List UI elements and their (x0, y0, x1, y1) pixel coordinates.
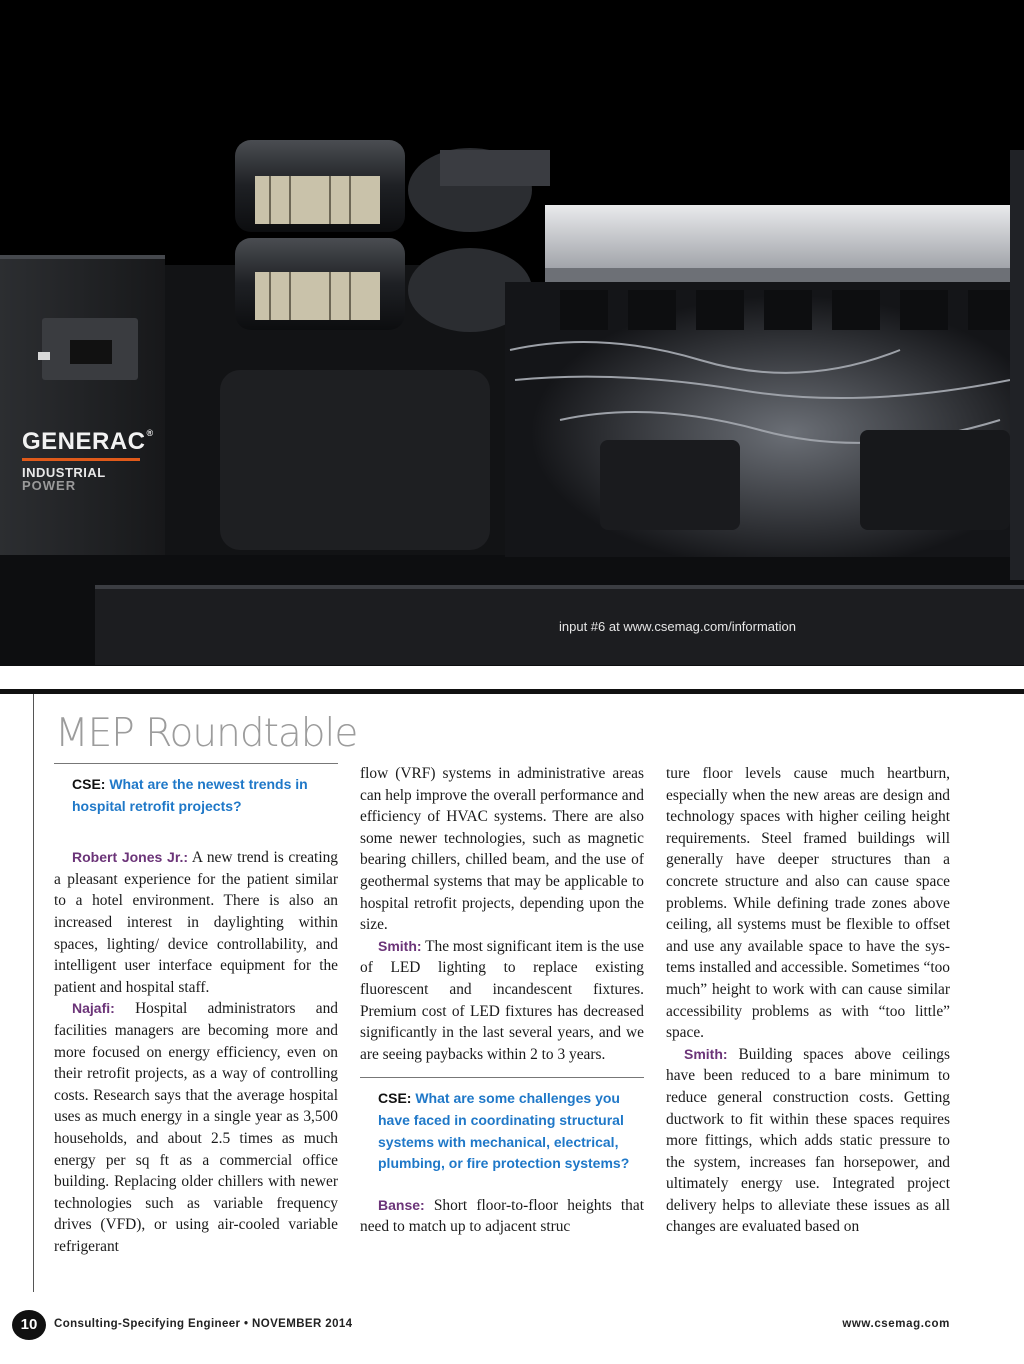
speaker-name: Banse: (378, 1196, 425, 1213)
answer-text: The most significant item is the use of LED lighting to replace existing fluorescent and incandescent fixtures. Premium cost of LED fixtures has decreased significantly in the last several years, and we are seeing paybacks within 2 to 3 years. (360, 937, 644, 1063)
answer-text: A new trend is creating a pleasant experience for the patient similar to a hotel environment. There is also an increased interest in daylighting within spaces, lighting/ device controllability, and intelligent user interface equipment for the patient and hospital staff. (54, 849, 338, 996)
generator-advertisement (0, 0, 1024, 666)
left-margin-rule (33, 694, 34, 1292)
answer-text: ture floor levels cause much heartburn, especially when the new areas are design and technology spaces with higher ceiling height requirements. Steel framed buildings will generally have deeper structures than a concrete structure and also can cause space problems. While defining trade zones above ceiling, all systems must be flexible to offset and use any available space to have the systems installed and accessible. Sometimes “too much” height to work with can cause similar accessibility problems as with “too little” space. (666, 765, 950, 1042)
answer-paragraph (360, 763, 644, 936)
article-column-1 (54, 763, 338, 1257)
answer-text: Building spaces above ceilings have been reduced to a bare minimum to reduce general construction costs. Getting ductwork to fit within these spaces requires more fittings, which adds static pressure to the system, increases fan horsepower, and ultimately energy use. Integrated project delivery helps to alleviate these issues as all changes are evaluated based on (666, 1045, 950, 1236)
answer-paragraph (360, 936, 644, 1066)
answer-text: Hospital administrators and facilities managers are becoming more and more focused on energy efficiency, even on their retrofit projects, as a way of controlling costs. Research says that the average hospital uses as much energy in a single year as 3,500 households, and about 2.5 times as much energy per sq ft as a commercial office building. Replacing older chillers with newer technologies such as variable frequency drives (VFD), or using air-cooled variable refrigerant (54, 1000, 338, 1255)
question-body: What are some challenges you have faced in coordinating structural systems with mechanical, electrical, plumbing, or fire protection systems? (378, 1090, 630, 1172)
article-column-3 (666, 763, 950, 1238)
article-column-2 (360, 763, 644, 1238)
question-text (54, 774, 338, 817)
registered-mark: ® (146, 428, 154, 438)
question-label: CSE: (378, 1090, 412, 1107)
question-body: What are the newest trends in hospital retrofit projects? (72, 776, 308, 814)
generac-logo (22, 428, 154, 456)
answer-paragraph (54, 847, 338, 998)
brand-underline (22, 458, 140, 461)
question-rule (360, 1077, 644, 1078)
brand-subline-industrial: INDUSTRIAL (22, 465, 106, 480)
answer-text: Short floor-to-floor heights that need to match up to adjacent struc (360, 1196, 644, 1236)
answer-text: flow (VRF) systems in administrative areas can help improve the overall performance and efficiency of HVAC systems. There are also some newer technologies, such as magnetic bearing chillers, chilled beam, and the use of geothermal systems that may be applicable to hospital retrofit projects, depending upon the size. (360, 765, 644, 934)
generator-illustration (0, 0, 1024, 666)
website-link[interactable]: www.csemag.com (842, 1318, 950, 1330)
question-rule (54, 763, 338, 764)
question-label: CSE: (72, 776, 106, 792)
publication-line: Consulting-Specifying Engineer • NOVEMBER 2014 (54, 1318, 353, 1330)
speaker-name: Smith: (378, 937, 422, 954)
speaker-name: Najafi: (72, 1000, 115, 1017)
brand-subline-power: POWER (22, 478, 77, 493)
question-block (360, 1077, 644, 1174)
speaker-name: Robert Jones Jr.: (72, 849, 189, 866)
page-number: 10 (12, 1310, 46, 1340)
question-block (54, 763, 338, 817)
brand-name: GENERAC (22, 428, 146, 455)
speaker-name: Smith: (684, 1045, 728, 1062)
answer-paragraph (54, 998, 338, 1257)
section-top-rule (0, 689, 1024, 694)
ad-caption[interactable]: input #6 at www.csemag.com/information (559, 619, 796, 634)
answer-paragraph (666, 763, 950, 1044)
answer-paragraph (666, 1044, 950, 1238)
page-footer (0, 1308, 1024, 1342)
question-text (360, 1088, 644, 1174)
section-title: MEP Roundtable (55, 711, 358, 756)
answer-paragraph (360, 1195, 644, 1238)
